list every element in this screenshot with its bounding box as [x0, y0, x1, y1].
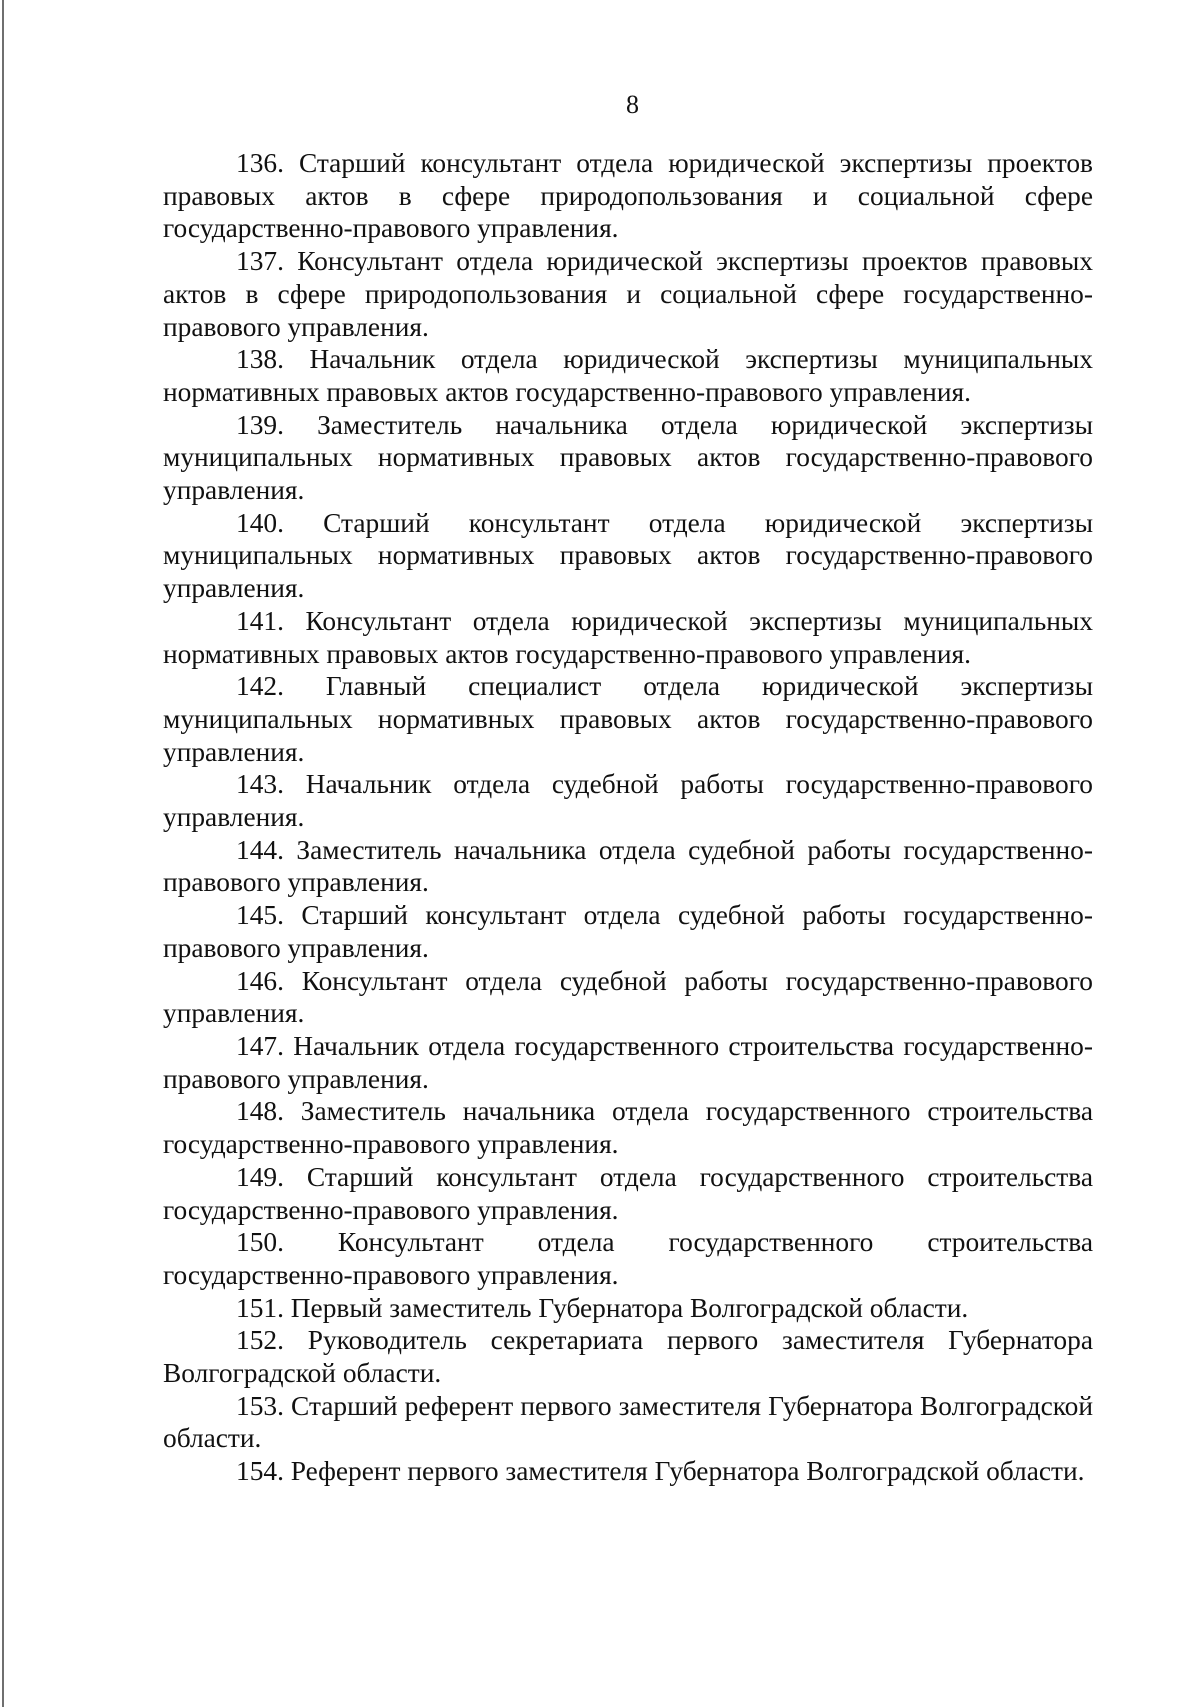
list-item: 137. Консультант отдела юридической экспертизы проектов правовых актов в сфере природопользования и социальной сфере государственно-правового управления.: [163, 246, 1093, 342]
list-item: 145. Старший консультант отдела судебной работы государственно-правового управления.: [163, 900, 1093, 963]
page-number: 8: [626, 90, 639, 119]
list-item: 143. Начальник отдела судебной работы государственно-правового управления.: [163, 769, 1093, 833]
list-item: 139. Заместитель начальника отдела юридической экспертизы муниципальных нормативных правовых актов государственно-правового управления.: [163, 409, 1093, 506]
list-item: 153. Старший референт первого заместителя Губернатора Волгоградской области.: [163, 1390, 1093, 1454]
list-item: 147. Начальник отдела государственного строительства государственно-правового управления.: [163, 1030, 1093, 1094]
list-item: 138. Начальник отдела юридической экспертизы муниципальных нормативных правовых актов государственно-правового управления.: [163, 344, 1093, 407]
list-item: 150. Консультант отдела государственного строительства государственно-правового управления.: [163, 1227, 1093, 1290]
list-item: 146. Консультант отдела судебной работы государственно-правового управления.: [163, 965, 1093, 1029]
list-item: 140. Старший консультант отдела юридической экспертизы муниципальных нормативных правовых актов государственно-правового управления.: [163, 507, 1093, 604]
list-item: 144. Заместитель начальника отдела судебной работы государственно-правового управления.: [163, 834, 1093, 898]
scan-left-edge: [2, 0, 4, 1707]
list-item: 149. Старший консультант отдела государственного строительства государственно-правового управления.: [163, 1161, 1093, 1225]
document-body: [163, 147, 1093, 1488]
list-item: 154. Референт первого заместителя Губернатора Волгоградской области.: [236, 1456, 1085, 1487]
list-item: 142. Главный специалист отдела юридической экспертизы муниципальных нормативных правовых актов государственно-правового управления.: [163, 671, 1093, 767]
list-item: 152. Руководитель секретариата первого заместителя Губернатора Волгоградской области.: [163, 1325, 1093, 1389]
list-item: 141. Консультант отдела юридической экспертизы муниципальных нормативных правовых актов государственно-правового управления.: [163, 605, 1093, 669]
list-item: 151. Первый заместитель Губернатора Волгоградской области.: [236, 1292, 969, 1323]
list-item: 136. Старший консультант отдела юридической экспертизы проектов правовых актов в сфере природопользования и социальной сфере государственно-правового управления.: [163, 148, 1093, 244]
list-item: 148. Заместитель начальника отдела государственного строительства государственно-правового управления.: [163, 1096, 1093, 1160]
